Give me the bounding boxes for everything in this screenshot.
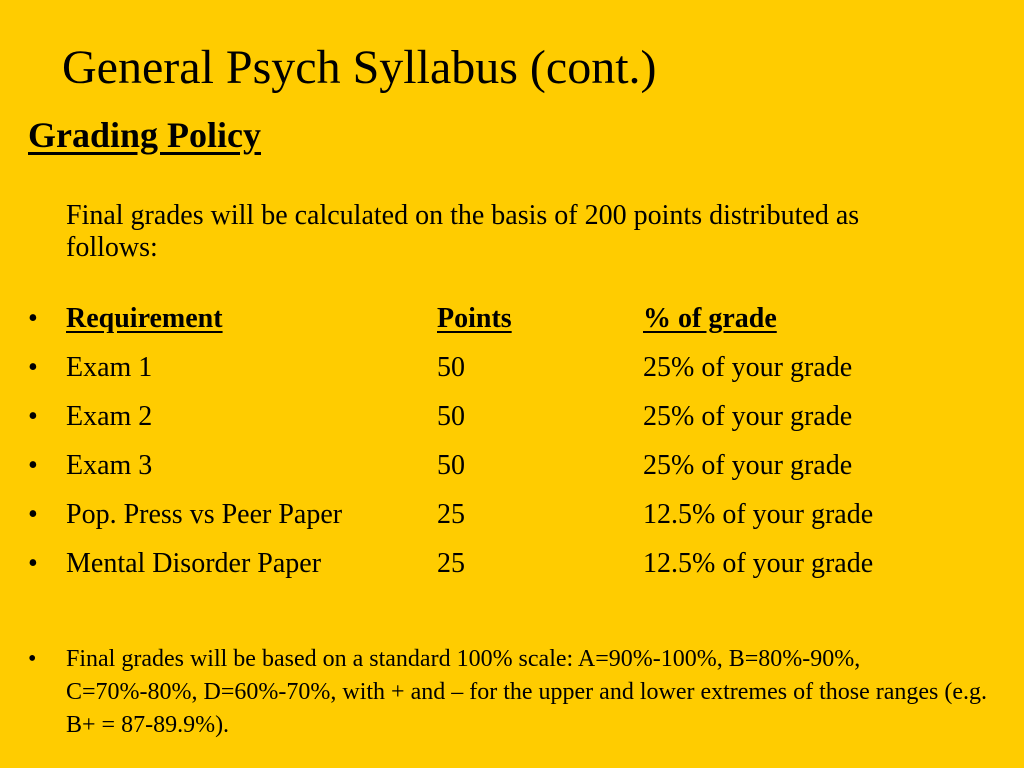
percent-cell: 25% of your grade <box>643 450 853 481</box>
bullet: • <box>28 499 38 530</box>
grading-table <box>28 300 988 594</box>
percent-cell: 12.5% of your grade <box>643 548 874 579</box>
header-percent: % of grade <box>643 303 777 334</box>
bullet: • <box>28 450 38 481</box>
bullet: • <box>28 352 38 383</box>
intro-text: Final grades will be calculated on the basis of 200 points distributed as follows: <box>66 200 860 263</box>
bullet: • <box>28 548 38 579</box>
percent-cell: 25% of your grade <box>643 352 853 383</box>
bullet: • <box>28 303 38 334</box>
table-row <box>28 349 988 398</box>
table-row <box>28 447 988 496</box>
points-cell: 50 <box>437 401 465 432</box>
bullet: • <box>28 646 37 672</box>
bullet: • <box>28 401 38 432</box>
requirement-cell: Exam 2 <box>66 401 153 432</box>
points-cell: 25 <box>437 499 465 530</box>
points-cell: 50 <box>437 450 465 481</box>
requirement-cell: Pop. Press vs Peer Paper <box>66 499 343 530</box>
requirement-cell: Exam 1 <box>66 352 153 383</box>
table-row <box>28 545 988 594</box>
table-header-row <box>28 300 988 349</box>
table-row <box>28 496 988 545</box>
section-heading: Grading Policy <box>28 115 261 155</box>
slide-title: General Psych Syllabus (cont.) <box>62 41 657 94</box>
header-points: Points <box>437 303 512 334</box>
points-cell: 25 <box>437 548 465 579</box>
requirement-cell: Mental Disorder Paper <box>66 548 322 579</box>
percent-cell: 12.5% of your grade <box>643 499 874 530</box>
percent-cell: 25% of your grade <box>643 401 853 432</box>
points-cell: 50 <box>437 352 465 383</box>
table-row <box>28 398 988 447</box>
header-requirement: Requirement <box>66 303 223 334</box>
requirement-cell: Exam 3 <box>66 450 153 481</box>
grading-scale-text: Final grades will be based on a standard 100% scale: A=90%-100%, B=80%-90%, C=70%-80%, D=60%-70%, with + and – for the upper and lower extremes of those ranges (e.g. B+ = 87-89.9%). <box>66 646 988 738</box>
